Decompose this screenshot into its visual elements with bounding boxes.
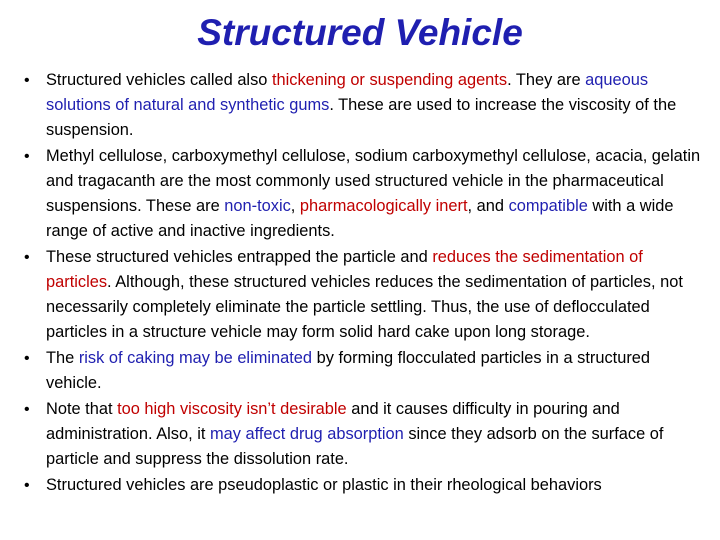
bullet-text-segment: These structured vehicles entrapped the particle and [46,248,433,266]
bullet-text-segment: by forming flocculated particles in a structured vehicle. [46,349,651,392]
bullet-text-segment: . They are [507,71,586,89]
bullet-text-segment: may affect drug absorption [209,425,404,443]
bullet-text-segment: The [46,349,79,367]
bullet-text-segment: with a wide range of active and inactive ingredients. [46,197,674,240]
bullet-item [24,144,704,244]
bullet-item [24,473,704,498]
bullet-text-segment: risk of caking may be eliminated [78,349,313,367]
bullet-text-segment: Structured vehicles called also [46,71,272,89]
bullet-text-segment: compatible [508,197,588,215]
bullet-text-segment: reduces the sedimentation of particles [46,248,643,291]
bullet-text-segment: aqueous solutions of natural and synthetic gums [46,71,649,114]
bullet-text-segment: pharmacologically inert [299,197,468,215]
slide-title: Structured Vehicle [197,12,523,53]
bullet-text-segment: , and [467,197,509,215]
bullet-text-segment: too high viscosity isn’t desirable [117,400,347,418]
bullet-text-segment: Note that [46,400,118,418]
bullet-text-segment: . These are used to increase the viscosity of the suspension. [46,96,677,139]
bullet-text-segment: thickening or suspending agents [271,71,508,89]
bullet-text-segment: since they adsorb on the surface of particle and suppress the dissolution rate. [46,425,664,468]
bullet-text-segment: . Although, these structured vehicles reduces the sedimentation of particles, not necessarily completely eliminate the particle settling. Thus, the use of deflocculated particles in a structure vehicle may form solid hard cake upon long storage. [46,273,683,341]
bullet-item [24,397,704,472]
bullet-list [24,68,704,499]
bullet-item [24,346,704,396]
bullet-item [24,68,704,143]
bullet-text-segment: , [290,197,300,215]
bullet-text-segment: Methyl cellulose, carboxymethyl cellulose, sodium carboxymethyl cellulose, acacia, gelatin and tragacanth are the most commonly used structured vehicle in the pharmaceutical suspensions. These are [46,147,701,215]
bullet-text-segment: and it causes difficulty in pouring and administration. Also, it [46,400,620,443]
bullet-text-segment: non-toxic [224,197,291,215]
bullet-text-segment: Structured vehicles are pseudoplastic or plastic in their rheological behaviors [46,476,602,494]
bullet-item [24,245,704,345]
